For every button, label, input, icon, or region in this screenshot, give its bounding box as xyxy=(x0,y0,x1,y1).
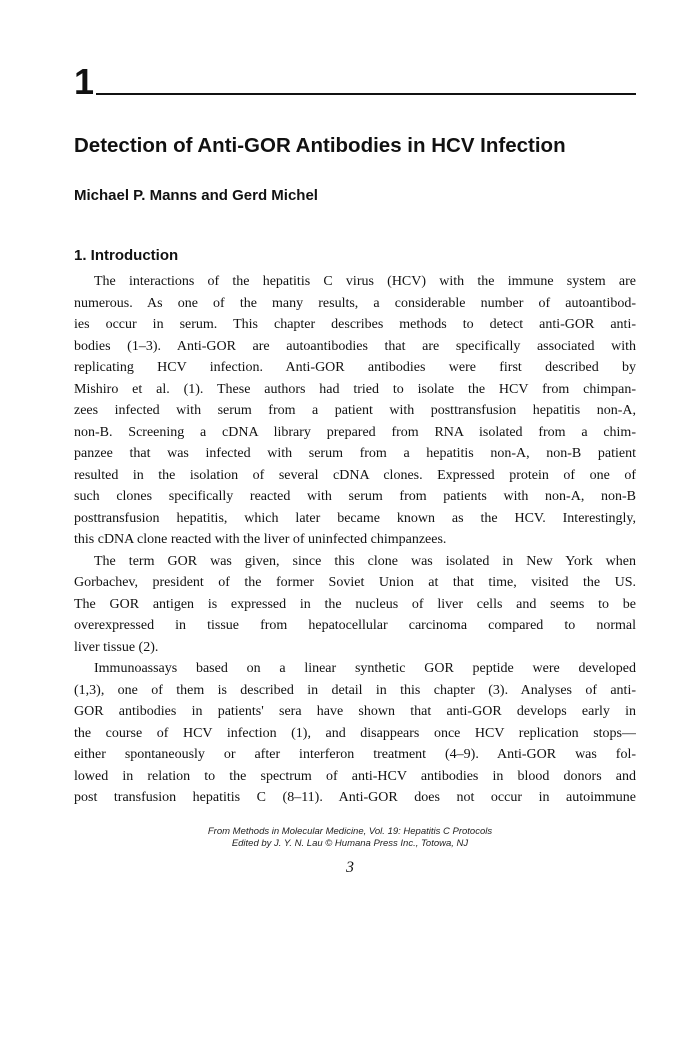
body-line: panzee that was infected with serum from a hepatitis non-A, non-B patient xyxy=(74,446,636,461)
body-line: Mishiro et al. (1). These authors had tried to isolate the HCV from chimpan- xyxy=(74,381,636,397)
section-heading: 1. Introduction xyxy=(74,247,179,264)
body-line: non-B. Screening a cDNA library prepared from RNA isolated from a chim- xyxy=(74,424,636,440)
body-line: (1,3), one of them is described in detail in this chapter (3). Analyses of anti- xyxy=(74,682,636,698)
chapter-rule xyxy=(96,93,636,95)
body-line: The interactions of the hepatitis C virus (HCV) with the immune system are xyxy=(94,274,636,289)
body-line: the course of HCV infection (1), and disappears once HCV replication stops— xyxy=(74,725,636,741)
chapter-number: 1 xyxy=(74,61,95,102)
editor-credit: Edited by J. Y. N. Lau © Humana Press Inc., Totowa, NJ xyxy=(231,838,469,849)
body-line: liver tissue (2). xyxy=(74,639,159,655)
body-text xyxy=(74,271,636,809)
body-line: overexpressed in tissue from hepatocellular carcinoma compared to normal xyxy=(74,618,636,633)
body-line: GOR antibodies in patients' sera have shown that anti-GOR develops early in xyxy=(74,704,636,719)
body-line: The term GOR was given, since this clone was isolated in New York when xyxy=(94,553,636,569)
body-line: The GOR antigen is expressed in the nucleus of liver cells and seems to be xyxy=(74,596,636,612)
body-line: such clones specifically reacted with serum from patients with non-A, non-B xyxy=(74,489,636,504)
chapter-header xyxy=(74,62,636,102)
page-number: 3 xyxy=(346,859,354,876)
body-line: this cDNA clone reacted with the liver of uninfected chimpanzees. xyxy=(74,532,447,547)
body-line: lowed in relation to the spectrum of anti-HCV antibodies in blood donors and xyxy=(74,768,636,784)
chapter-title: Detection of Anti-GOR Antibodies in HCV Infection xyxy=(74,134,566,157)
body-line: posttransfusion hepatitis, which later became known as the HCV. Interestingly, xyxy=(74,510,636,526)
body-line: resulted in the isolation of several cDNA clones. Expressed protein of one of xyxy=(74,467,636,483)
source-citation: From Methods in Molecular Medicine, Vol. 19: Hepatitis C Protocols xyxy=(207,826,493,837)
body-line: replicating HCV infection. Anti-GOR antibodies were first described by xyxy=(74,360,636,375)
body-line: zees infected with serum from a patient with posttransfusion hepatitis non-A, xyxy=(74,403,636,418)
body-line: either spontaneously or after interferon treatment (4–9). Anti-GOR was fol- xyxy=(74,747,636,762)
body-line: post transfusion hepatitis C (8–11). Anti-GOR does not occur in autoimmune xyxy=(74,790,636,805)
body-line: Immunoassays based on a linear synthetic GOR peptide were developed xyxy=(94,661,636,676)
body-line: ies occur in serum. This chapter describes methods to detect anti-GOR anti- xyxy=(74,317,636,332)
body-line: Gorbachev, president of the former Soviet Union at that time, visited the US. xyxy=(74,575,636,590)
body-line: numerous. As one of the many results, a considerable number of autoantibod- xyxy=(74,295,636,311)
body-line: bodies (1–3). Anti-GOR are autoantibodies that are specifically associated with xyxy=(74,338,636,354)
authors: Michael P. Manns and Gerd Michel xyxy=(74,187,318,204)
